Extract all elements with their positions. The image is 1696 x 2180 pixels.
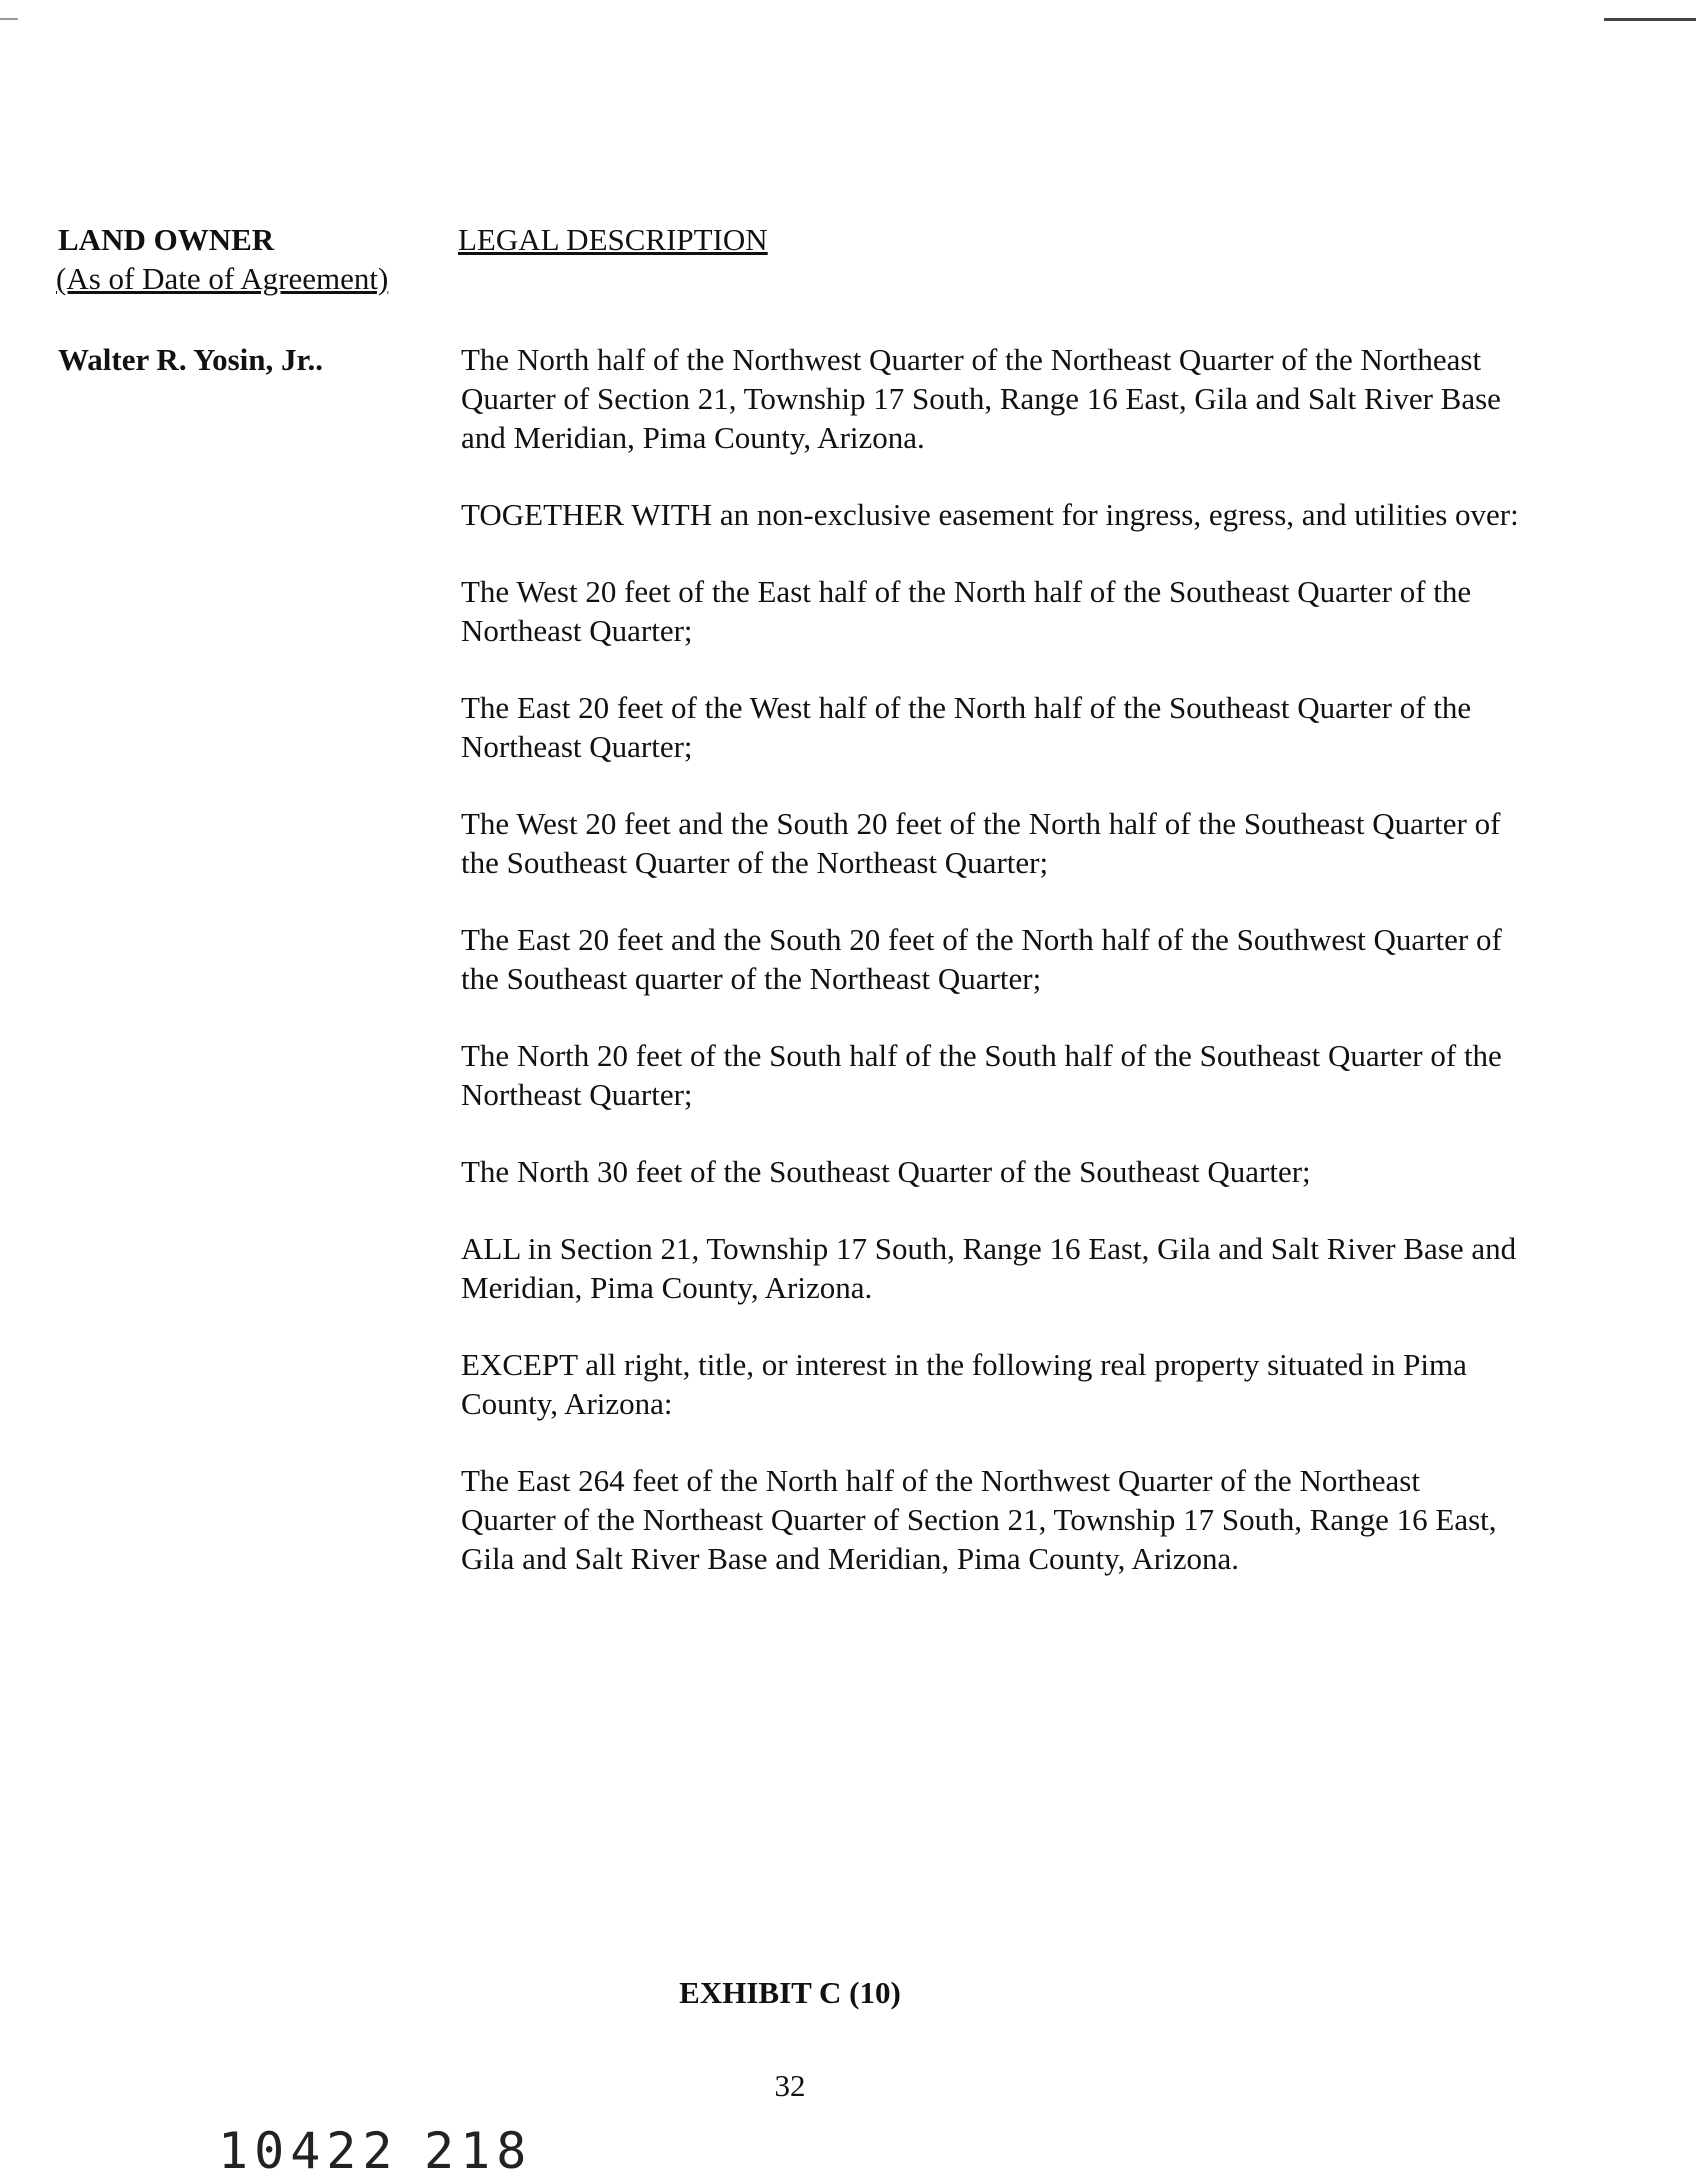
description-paragraph: EXCEPT all right, title, or interest in the following real property situated in Pima County, Arizona: bbox=[461, 1347, 1467, 1421]
description-paragraph: The North half of the Northwest Quarter of the Northeast Quarter of the Northeast Quarter of Section 21, Township 17 South, Range 16 East, Gila and Salt River Base and Meridian, Pima County, Arizona. bbox=[461, 342, 1501, 455]
recording-stamp-book: 10422 bbox=[218, 2122, 399, 2180]
legal-description-body bbox=[461, 340, 1521, 1616]
owner-name: Walter R. Yosin, Jr.. bbox=[58, 342, 323, 377]
description-paragraph: ALL in Section 21, Township 17 South, Range 16 East, Gila and Salt River Base and Meridian, Pima County, Arizona. bbox=[461, 1231, 1517, 1305]
exhibit-label: EXHIBIT C (10) bbox=[679, 1975, 901, 2010]
scan-edge-mark-left bbox=[0, 18, 18, 20]
description-paragraph: The North 30 feet of the Southeast Quarter of the Southeast Quarter; bbox=[461, 1154, 1311, 1189]
recording-stamp-page: 218 bbox=[424, 2122, 533, 2180]
description-paragraph: The East 264 feet of the North half of the Northwest Quarter of the Northeast Quarter of the Northeast Quarter of Section 21, Township 17 South, Range 16 East, Gila and Salt River Base and Meridian, Pima County, Arizona. bbox=[461, 1463, 1497, 1576]
scan-edge-mark-right bbox=[1604, 18, 1696, 21]
description-paragraph: The North 20 feet of the South half of the South half of the Southeast Quarter of the Northeast Quarter; bbox=[461, 1038, 1502, 1112]
land-owner-subheading: (As of Date of Agreement) bbox=[56, 261, 389, 296]
legal-description-heading: LEGAL DESCRIPTION bbox=[458, 222, 768, 257]
description-paragraph: TOGETHER WITH an non-exclusive easement for ingress, egress, and utilities over: bbox=[461, 497, 1519, 532]
description-paragraph: The West 20 feet and the South 20 feet of the North half of the Southeast Quarter of the Southeast Quarter of the Northeast Quarter; bbox=[461, 806, 1501, 880]
page-number: 32 bbox=[774, 2068, 806, 2103]
description-paragraph: The East 20 feet of the West half of the North half of the Southeast Quarter of the Northeast Quarter; bbox=[461, 690, 1472, 764]
description-paragraph: The West 20 feet of the East half of the North half of the Southeast Quarter of the Northeast Quarter; bbox=[461, 574, 1472, 648]
description-paragraph: The East 20 feet and the South 20 feet of the North half of the Southwest Quarter of the Southeast quarter of the Northeast Quarter; bbox=[461, 922, 1502, 996]
land-owner-heading: LAND OWNER bbox=[58, 222, 275, 257]
